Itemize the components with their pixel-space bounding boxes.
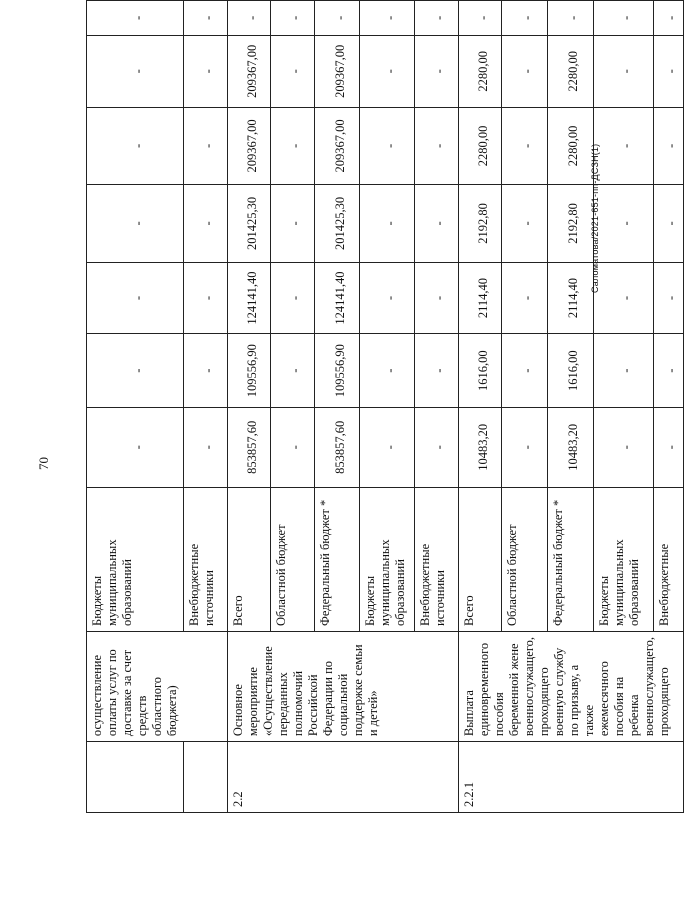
row-number — [87, 742, 184, 813]
value-cell: - — [654, 107, 684, 184]
value-cell: - — [548, 1, 594, 36]
row-source: Всего — [228, 487, 271, 631]
value-cell: - — [87, 262, 184, 333]
value-cell: - — [502, 334, 548, 408]
row-source: Внебюджетные источники — [184, 487, 228, 631]
value-cell: - — [271, 262, 315, 333]
value-cell: - — [654, 334, 684, 408]
value-cell: - — [415, 262, 459, 333]
value-cell: - — [228, 1, 271, 36]
value-cell: - — [415, 408, 459, 488]
value-cell: 1616,00 — [548, 334, 594, 408]
row-number: 2.2.1 — [459, 742, 684, 813]
row-source: Всего — [459, 487, 502, 631]
value-cell: - — [271, 107, 315, 184]
value-cell: 2280,00 — [548, 107, 594, 184]
value-cell: - — [502, 1, 548, 36]
value-cell: 10483,20 — [459, 408, 502, 488]
value-cell: - — [594, 408, 654, 488]
value-cell: - — [415, 185, 459, 263]
value-cell: - — [594, 107, 654, 184]
value-cell: - — [360, 1, 415, 36]
value-cell: - — [271, 408, 315, 488]
value-cell: - — [315, 1, 360, 36]
value-cell: - — [594, 262, 654, 333]
row-source: Федеральный бюджет * — [315, 487, 360, 631]
value-cell: 2280,00 — [459, 107, 502, 184]
value-cell: 853857,60 — [315, 408, 360, 488]
value-cell: - — [271, 1, 315, 36]
value-cell: - — [87, 408, 184, 488]
value-cell: - — [271, 185, 315, 263]
value-cell: 201425,30 — [228, 185, 271, 263]
value-cell: - — [654, 35, 684, 107]
row-name: Выплата единовременного пособия беременной жене военнослужащего, проходящего военную службу по призыву, а также ежемесячного пособия на ребенка военнослужащего, проходящего — [459, 631, 684, 741]
value-cell: - — [271, 35, 315, 107]
value-cell: - — [459, 1, 502, 36]
value-cell: 124141,40 — [228, 262, 271, 333]
value-cell: 2192,80 — [548, 185, 594, 263]
value-cell: 2114,40 — [459, 262, 502, 333]
value-cell: - — [184, 334, 228, 408]
page-number: 70 — [36, 457, 51, 470]
value-cell: - — [87, 35, 184, 107]
value-cell: - — [502, 107, 548, 184]
row-source: Областной бюджет — [271, 487, 315, 631]
value-cell: - — [360, 107, 415, 184]
value-cell: 209367,00 — [315, 35, 360, 107]
value-cell: - — [87, 1, 184, 36]
value-cell: 201425,30 — [315, 185, 360, 263]
value-cell: 2280,00 — [548, 35, 594, 107]
budget-table — [86, 0, 684, 813]
value-cell: 2280,00 — [459, 35, 502, 107]
value-cell: - — [502, 262, 548, 333]
value-cell: 10483,20 — [548, 408, 594, 488]
footer-note: Саломатова/2021-651-пп-ДСЗН(1) — [590, 143, 600, 293]
value-cell: - — [502, 408, 548, 488]
value-cell: - — [360, 262, 415, 333]
value-cell: - — [360, 334, 415, 408]
value-cell: - — [502, 185, 548, 263]
value-cell: - — [654, 1, 684, 36]
value-cell: - — [654, 262, 684, 333]
value-cell: - — [87, 185, 184, 263]
row-source: Областной бюджет — [502, 487, 548, 631]
value-cell: - — [594, 1, 654, 36]
value-cell: 209367,00 — [315, 107, 360, 184]
value-cell: - — [87, 334, 184, 408]
value-cell: - — [415, 334, 459, 408]
row-source: Внебюджетные источники — [415, 487, 459, 631]
row-name: осуществление оплаты услуг по доставке за счет средств областного бюджета) — [87, 631, 228, 741]
value-cell: 209367,00 — [228, 35, 271, 107]
value-cell: 209367,00 — [228, 107, 271, 184]
value-cell: - — [594, 334, 654, 408]
value-cell: - — [184, 408, 228, 488]
value-cell: - — [654, 408, 684, 488]
value-cell: - — [415, 107, 459, 184]
value-cell: - — [594, 35, 654, 107]
value-cell: - — [271, 334, 315, 408]
value-cell: - — [184, 107, 228, 184]
value-cell: - — [360, 35, 415, 107]
value-cell: - — [415, 1, 459, 36]
row-source: Федеральный бюджет * — [548, 487, 594, 631]
value-cell: - — [87, 107, 184, 184]
value-cell: - — [184, 1, 228, 36]
value-cell: 109556,90 — [228, 334, 271, 408]
value-cell: - — [415, 35, 459, 107]
value-cell: 1616,00 — [459, 334, 502, 408]
table-row — [459, 1, 502, 813]
value-cell: - — [594, 185, 654, 263]
table-row — [228, 1, 271, 813]
row-name: Основное мероприятие «Осуществление переданных полномочий Российской Федерации по социальной поддержке семьи и детей» — [228, 631, 459, 741]
row-source: Бюджеты муниципальных образований — [360, 487, 415, 631]
value-cell: - — [360, 185, 415, 263]
value-cell: - — [360, 408, 415, 488]
value-cell: - — [502, 35, 548, 107]
row-source: Бюджеты муниципальных образований — [87, 487, 184, 631]
value-cell: - — [184, 35, 228, 107]
row-number — [184, 742, 228, 813]
value-cell: - — [184, 262, 228, 333]
value-cell: 2114,40 — [548, 262, 594, 333]
value-cell: - — [184, 185, 228, 263]
value-cell: 853857,60 — [228, 408, 271, 488]
row-source: Бюджеты муниципальных образований — [594, 487, 654, 631]
value-cell: - — [654, 185, 684, 263]
value-cell: 109556,90 — [315, 334, 360, 408]
value-cell: 124141,40 — [315, 262, 360, 333]
row-source: Внебюджетные — [654, 487, 684, 631]
value-cell: 2192,80 — [459, 185, 502, 263]
table-row — [87, 1, 184, 813]
row-number: 2.2 — [228, 742, 459, 813]
